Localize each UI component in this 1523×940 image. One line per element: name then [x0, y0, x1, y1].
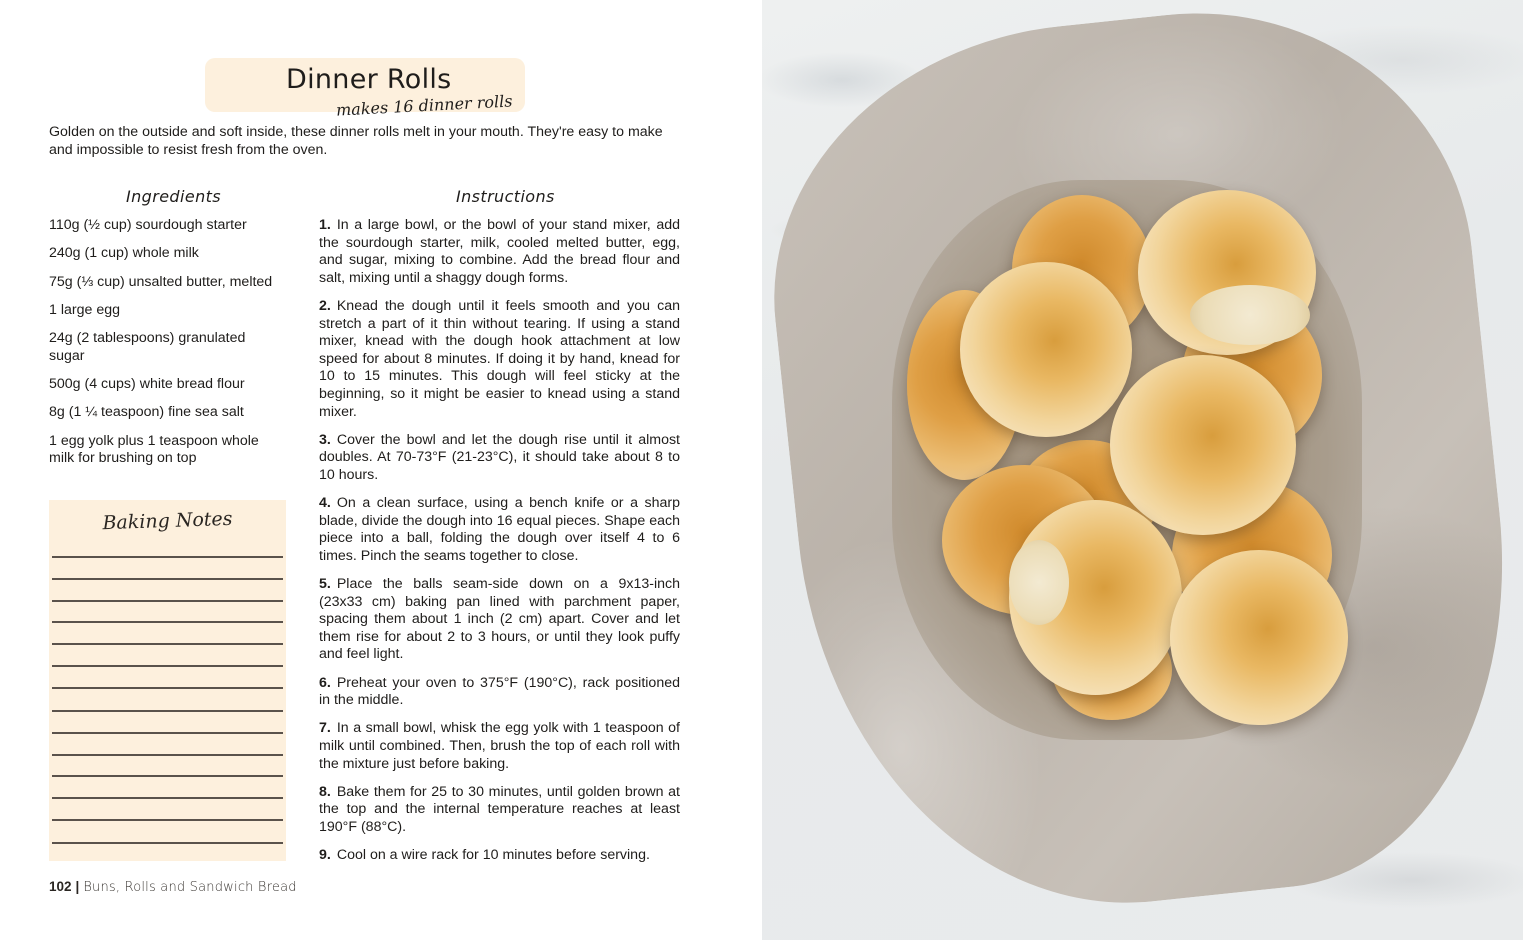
instructions-list: [319, 217, 680, 875]
step-text: Cool on a wire rack for 10 minutes before serving.: [336, 847, 650, 864]
notes-line: [52, 578, 283, 580]
step-number: 2.: [319, 297, 331, 314]
ingredient-item: 24g (2 tablespoons) granulated sugar: [49, 330, 246, 364]
roll-bitten-crumb: [1009, 540, 1069, 625]
roll: [1110, 355, 1296, 535]
instruction-step: [319, 847, 680, 865]
step-text: In a large bowl, or the bowl of your stand mixer, add the sourdough starter, milk, cooled melted butter, egg, and sugar, mixing to combine. Add the bread flour and salt, mixing until a shaggy dough forms.: [319, 217, 680, 286]
notes-line: [52, 710, 283, 712]
notes-line: [52, 797, 283, 799]
page-footer: [49, 879, 297, 895]
step-number: 1.: [319, 217, 331, 233]
step-text: Bake them for 25 to 30 minutes, until golden brown at the top and the internal temperature reaches at least 190°F (88°C).: [319, 783, 680, 835]
notes-line: [52, 665, 283, 667]
ingredients-heading: Ingredients: [126, 187, 222, 206]
instruction-step: [319, 217, 680, 287]
step-number: 9.: [319, 847, 331, 864]
notes-line: [52, 754, 283, 756]
step-number: 7.: [319, 720, 331, 737]
roll: [960, 262, 1132, 437]
footer-separator: |: [75, 879, 80, 894]
roll-bitten-crumb: [1190, 285, 1310, 345]
instruction-step: [319, 720, 680, 773]
step-text: On a clean surface, using a bench knife or a sharp blade, divide the dough into 16 equal pieces. Shape each piece into a ball, folding the dough over itself 4 to 6 times. Pinch the seams together to close.: [319, 495, 680, 564]
ingredient-item: 500g (4 cups) white bread flour: [49, 375, 245, 392]
notes-line: [52, 732, 283, 734]
instruction-step: [319, 495, 680, 565]
step-text: Cover the bowl and let the dough rise until it almost doubles. At 70-73°F (21-23°C), it should take about 8 to 10 hours.: [319, 431, 680, 483]
ingredient-item: 1 egg yolk plus 1 teaspoon whole milk for brushing on top: [49, 432, 259, 467]
notes-line: [52, 842, 283, 844]
step-number: 3.: [319, 431, 331, 448]
roll: [1170, 550, 1348, 725]
recipe-intro: Golden on the outside and soft inside, these dinner rolls melt in your mouth. They're easy to make and impossible to resist fresh from the oven.: [49, 124, 663, 158]
step-number: 6.: [319, 674, 331, 691]
step-number: 5.: [319, 576, 331, 593]
roll: [1138, 190, 1316, 355]
ingredient-item: 75g (⅓ cup) unsalted butter, melted: [49, 273, 273, 290]
instructions-heading: Instructions: [456, 187, 555, 206]
notes-line: [52, 643, 283, 645]
section-title: Buns, Rolls and Sandwich Bread: [83, 880, 297, 895]
step-text: In a small bowl, whisk the egg yolk with 1 teaspoon of milk until combined. Then, brush the top of each roll with the mixture just before baking.: [319, 720, 680, 772]
notes-line: [52, 556, 283, 558]
step-number: 8.: [319, 783, 331, 800]
notes-line: [52, 775, 283, 777]
instruction-step: [319, 675, 680, 710]
step-number: 4.: [319, 495, 331, 512]
baking-notes-box: [49, 500, 286, 861]
notes-line: [52, 621, 283, 623]
page-number: 102: [49, 879, 72, 894]
ingredient-item: 1 large egg: [49, 301, 120, 318]
instruction-step: [319, 298, 680, 421]
recipe-yield: makes 16 dinner rolls: [335, 91, 513, 120]
roll: [1009, 500, 1182, 695]
ingredient-item: 110g (½ cup) sourdough starter: [49, 217, 247, 233]
baking-notes-title: Baking Notes: [102, 507, 233, 535]
ingredients-list: [49, 217, 284, 478]
instruction-step: [319, 576, 680, 664]
instruction-step: [319, 784, 680, 837]
recipe-title: Dinner Rolls: [286, 64, 452, 95]
ingredient-item: 240g (1 cup) whole milk: [49, 245, 199, 262]
notes-line: [52, 819, 283, 821]
ingredient-item: 8g (1 ¼ teaspoon) fine sea salt: [49, 404, 244, 421]
notes-line: [52, 600, 283, 602]
step-text: Preheat your oven to 375°F (190°C), rack positioned in the middle.: [319, 674, 680, 709]
step-text: Place the balls seam-side down on a 9x13-inch (23x33 cm) baking pan lined with parchment paper, spacing them about 1 inch (2 cm) apart. Cover and let them rise for about 2 to 3 hours, or until they look puffy and feel light.: [319, 576, 680, 663]
instruction-step: [319, 432, 680, 485]
notes-line: [52, 687, 283, 689]
step-text: Knead the dough until it feels smooth and you can stretch a part of it thin without tearing. If using a stand mixer, knead with the dough hook attachment at low speed for about 8 minutes. If doing it by hand, knead for 10 to 15 minutes. This dough will feel sticky at the beginning, so it might be easier to knead using a stand mixer.: [319, 297, 680, 420]
dinner-rolls-photo: [762, 0, 1523, 940]
